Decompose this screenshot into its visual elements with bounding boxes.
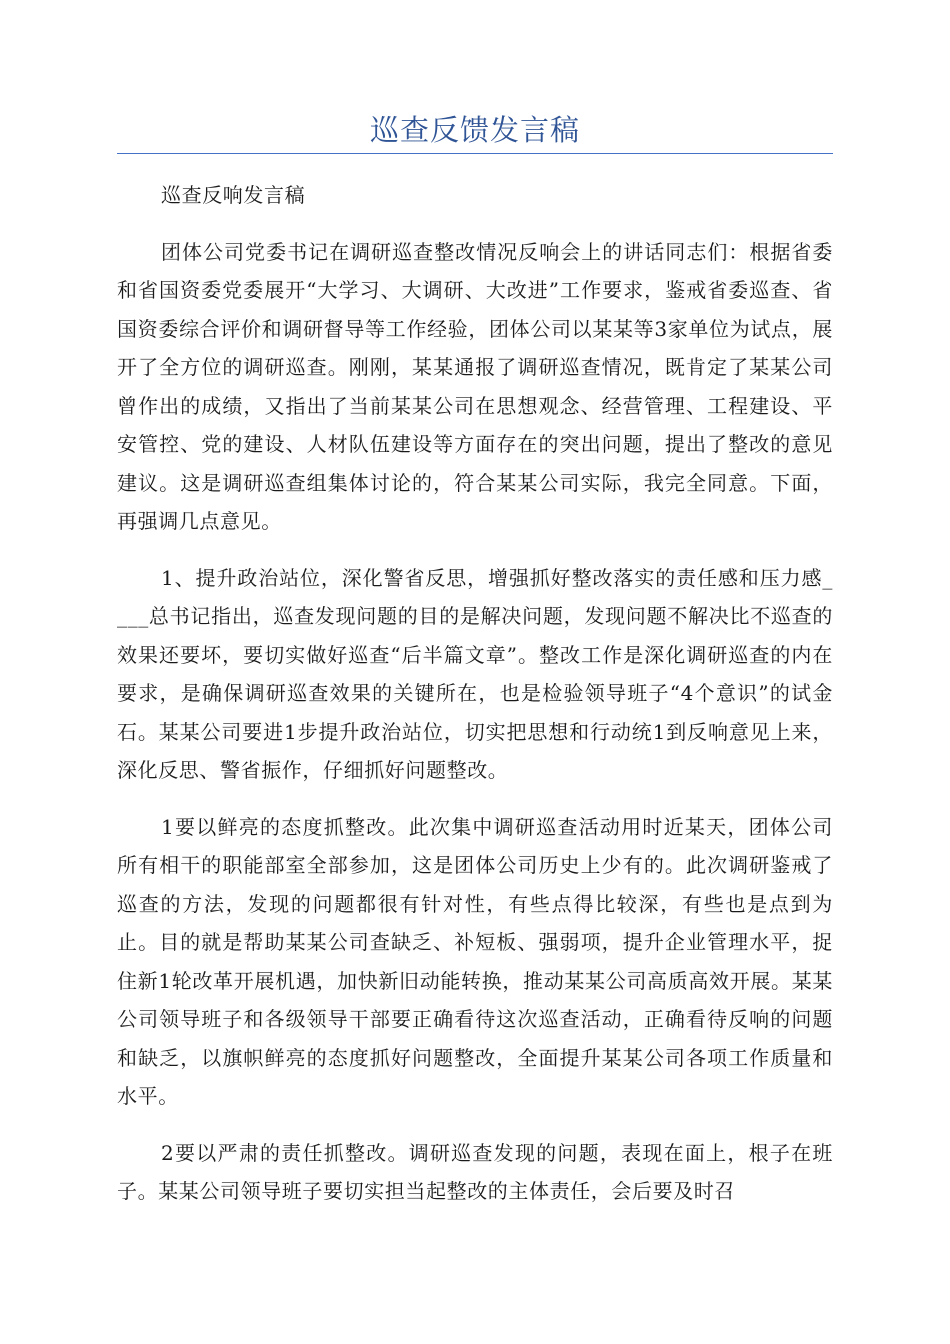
document-body — [117, 176, 833, 1229]
paragraph-intro: 团体公司党委书记在调研巡查整改情况反响会上的讲话同志们：根据省委和省国资委党委展开“大学习、大调研、大改进”工作要求，鉴戒省委巡查、省国资委综合评价和调研督导等工作经验，团体公司以某某等3家单位为试点，展开了全方位的调研巡查。刚刚，某某通报了调研巡查情况，既肯定了某某公司曾作出的成绩，又指出了当前某某公司在思想观念、经营管理、工程建设、平安管控、党的建设、人材队伍建设等方面存在的突出问题，提出了整改的意见建议。这是调研巡查组集体讨论的，符合某某公司实际，我完全同意。下面，再强调几点意见。 — [117, 239, 833, 533]
paragraph-responsibility: 2要以严肃的责任抓整改。调研巡查发现的问题，表现在面上，根子在班子。某某公司领导班子要切实担当起整改的主体责任，会后要及时召 — [117, 1140, 833, 1203]
paragraph-point-1: 1、提升政治站位，深化警省反思，增强抓好整改落实的责任感和压力感____总书记指出，巡查发现问题的目的是解决问题，发现问题不解决比不巡查的效果还要坏，要切实做好巡查“后半篇文章”。整改工作是深化调研巡查的内在要求，是确保调研巡查效果的关键所在，也是检验领导班子“4个意识”的试金石。某某公司要进1步提升政治站位，切实把思想和行动统1到反响意见上来，深化反思、警省振作，仔细抓好问题整改。 — [117, 565, 833, 782]
paragraph-subtitle: 巡查反响发言稿 — [161, 183, 306, 207]
paragraph-attitude: 1要以鲜亮的态度抓整改。此次集中调研巡查活动用时近某天，团体公司所有相干的职能部室全部参加，这是团体公司历史上少有的。此次调研鉴戒了巡查的方法，发现的问题都很有针对性，有些点得比较深，有些也是点到为止。目的就是帮助某某公司查缺乏、补短板、强弱项，提升企业管理水平，捉住新1轮改革开展机遇，加快新旧动能转换，推动某某公司高质高效开展。某某公司领导班子和各级领导干部要正确看待这次巡查活动，正确看待反响的问题和缺乏，以旗帜鲜亮的态度抓好问题整改，全面提升某某公司各项工作质量和水平。 — [117, 814, 833, 1108]
title-underline — [117, 153, 833, 154]
document-title: 巡查反馈发言稿 — [369, 113, 580, 147]
